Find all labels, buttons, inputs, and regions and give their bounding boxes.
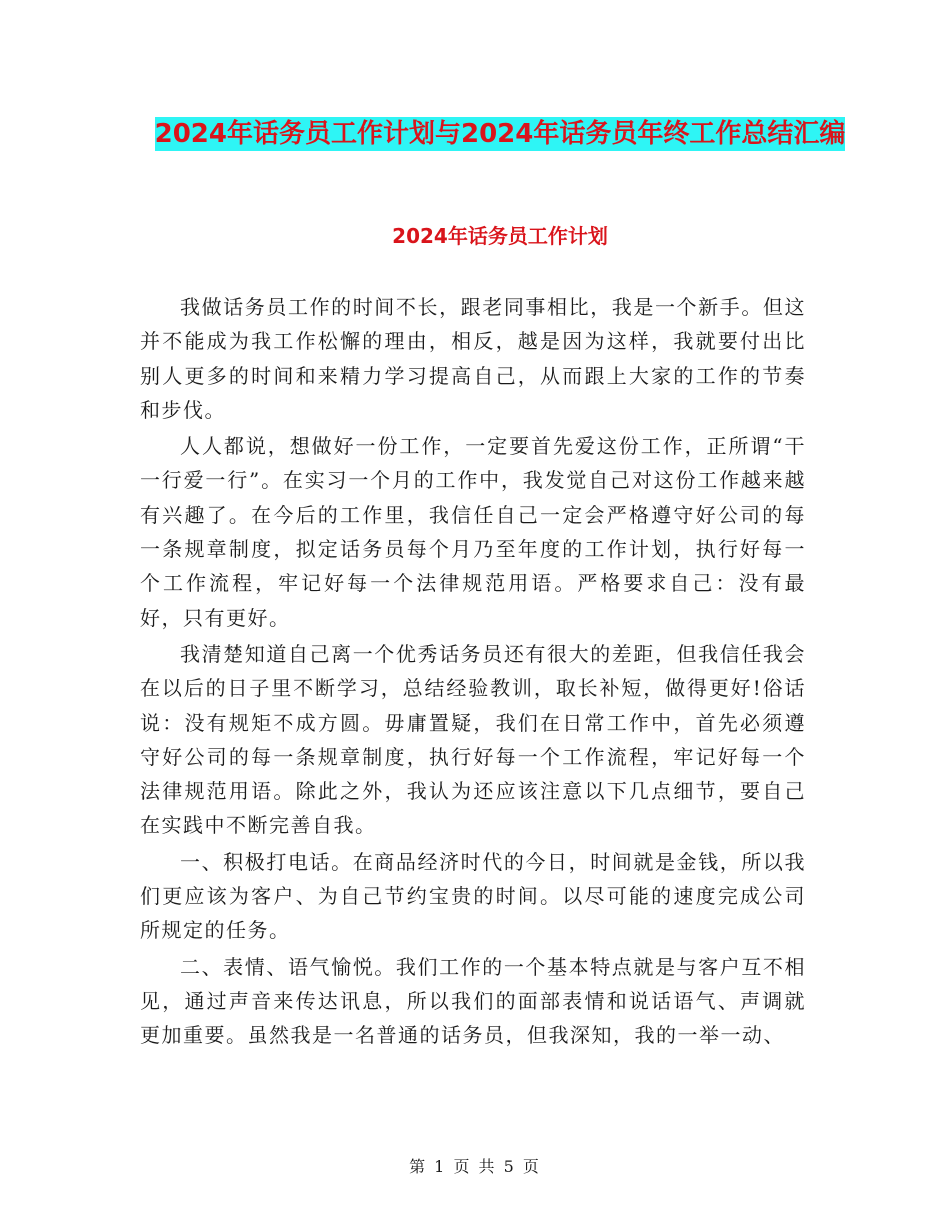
paragraph-5: 二、表情、语气愉悦。我们工作的一个基本特点就是与客户互不相见，通过声音来传达讯息，所以我们的面部表情和说话语气、声调就更加重要。虽然我是一名普通的话务员，但我深知，我的一举一动、 [140,954,806,1048]
section-title: 2024年话务员工作计划 [392,224,608,248]
document-body [140,290,806,1055]
paragraph-4: 一、积极打电话。在商品经济时代的今日，时间就是金钱，所以我们更应该为客户、为自己节约宝贵的时间。以尽可能的速度完成公司所规定的任务。 [140,849,806,943]
paragraph-3: 我清楚知道自己离一个优秀话务员还有很大的差距，但我信任我会在以后的日子里不断学习，总结经验教训，取长补短，做得更好!俗话说：没有规矩不成方圆。毋庸置疑，我们在日常工作中，首先必须遵守好公司的每一条规章制度，执行好每一个工作流程，牢记好每一个法律规范用语。除此之外，我认为还应该注意以下几点细节，要自己在实践中不断完善自我。 [140,641,806,838]
document-title-text: 2024年话务员工作计划与2024年话务员年终工作总结汇编 [154,119,846,149]
page-footer: 第 1 页 共 5 页 [409,1157,541,1176]
document-title [140,112,860,156]
paragraph-1: 我做话务员工作的时间不长，跟老同事相比，我是一个新手。但这并不能成为我工作松懈的理由，相反，越是因为这样，我就要付出比别人更多的时间和来精力学习提高自己，从而跟上大家的工作的节奏和步伐。 [140,295,806,422]
paragraph-2: 人人都说，想做好一份工作，一定要首先爱这份工作，正所谓“干一行爱一行”。在实习一个月的工作中，我发觉自己对这份工作越来越有兴趣了。在今后的工作里，我信任自己一定会严格遵守好公司的每一条规章制度，拟定话务员每个月乃至年度的工作计划，执行好每一个工作流程，牢记好每一个法律规范用语。严格要求自己：没有最好，只有更好。 [140,434,806,630]
